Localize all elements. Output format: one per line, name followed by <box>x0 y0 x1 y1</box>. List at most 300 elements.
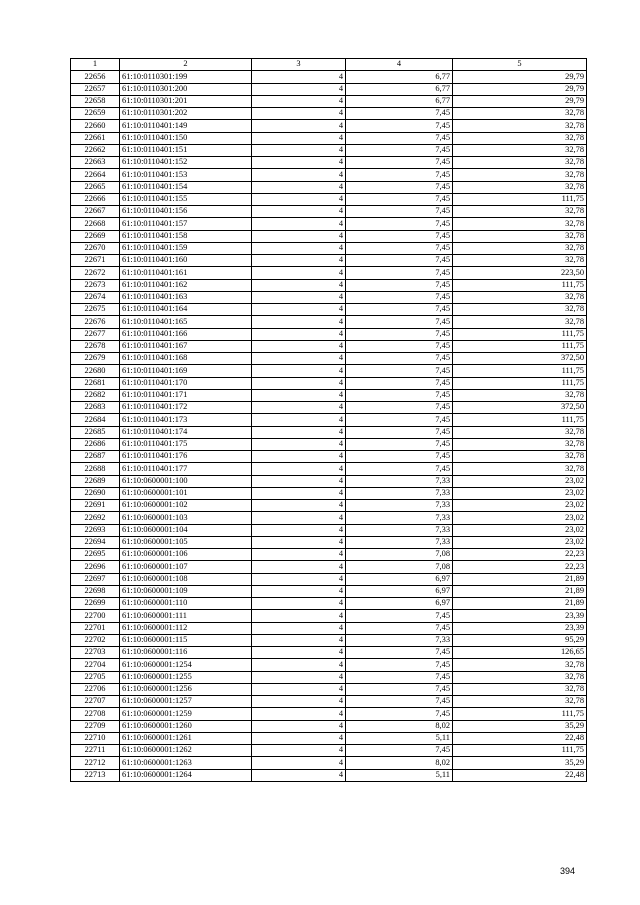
amount-cell: 32,78 <box>453 463 587 475</box>
table-row <box>71 536 587 548</box>
table-row <box>71 720 587 732</box>
cadastral-number-cell: 61:10:0600001:111 <box>120 610 252 622</box>
rate-cell: 7,45 <box>346 671 453 683</box>
amount-cell: 23,02 <box>453 475 587 487</box>
row-number-cell: 22674 <box>71 291 120 303</box>
cadastral-number-cell: 61:10:0110401:175 <box>120 438 252 450</box>
table-row <box>71 463 587 475</box>
rate-cell: 7,45 <box>346 622 453 634</box>
row-number-cell: 22698 <box>71 585 120 597</box>
rate-cell: 5,11 <box>346 732 453 744</box>
table-row <box>71 95 587 107</box>
category-cell: 4 <box>252 573 346 585</box>
row-number-cell: 22706 <box>71 683 120 695</box>
amount-cell: 32,78 <box>453 316 587 328</box>
row-number-cell: 22680 <box>71 365 120 377</box>
row-number-cell: 22667 <box>71 206 120 218</box>
amount-cell: 22,48 <box>453 732 587 744</box>
cadastral-number-cell: 61:10:0600001:110 <box>120 598 252 610</box>
row-number-cell: 22702 <box>71 634 120 646</box>
amount-cell: 32,78 <box>453 438 587 450</box>
category-cell: 4 <box>252 647 346 659</box>
category-cell: 4 <box>252 463 346 475</box>
rate-cell: 8,02 <box>346 757 453 769</box>
rate-cell: 6,97 <box>346 598 453 610</box>
row-number-cell: 22688 <box>71 463 120 475</box>
rate-cell: 7,33 <box>346 536 453 548</box>
row-number-cell: 22657 <box>71 83 120 95</box>
table-row <box>71 340 587 352</box>
category-cell: 4 <box>252 549 346 561</box>
cadastral-number-cell: 61:10:0110401:152 <box>120 157 252 169</box>
table-row <box>71 696 587 708</box>
table-row <box>71 279 587 291</box>
rate-cell: 7,45 <box>346 230 453 242</box>
table-row <box>71 634 587 646</box>
row-number-cell: 22712 <box>71 757 120 769</box>
category-cell: 4 <box>252 414 346 426</box>
category-cell: 4 <box>252 659 346 671</box>
cadastral-number-cell: 61:10:0600001:1259 <box>120 708 252 720</box>
table-row <box>71 500 587 512</box>
cadastral-number-cell: 61:10:0600001:1256 <box>120 683 252 695</box>
category-cell: 4 <box>252 622 346 634</box>
amount-cell: 32,78 <box>453 696 587 708</box>
amount-cell: 29,79 <box>453 95 587 107</box>
amount-cell: 22,23 <box>453 549 587 561</box>
amount-cell: 32,78 <box>453 451 587 463</box>
amount-cell: 23,39 <box>453 610 587 622</box>
cadastral-number-cell: 61:10:0600001:1260 <box>120 720 252 732</box>
table-row <box>71 71 587 83</box>
rate-cell: 7,45 <box>346 610 453 622</box>
category-cell: 4 <box>252 132 346 144</box>
cadastral-number-cell: 61:10:0600001:116 <box>120 647 252 659</box>
cadastral-number-cell: 61:10:0600001:1263 <box>120 757 252 769</box>
rate-cell: 7,45 <box>346 132 453 144</box>
amount-cell: 372,50 <box>453 402 587 414</box>
cadastral-number-cell: 61:10:0110401:158 <box>120 230 252 242</box>
category-cell: 4 <box>252 83 346 95</box>
amount-cell: 32,78 <box>453 120 587 132</box>
cadastral-number-cell: 61:10:0600001:103 <box>120 512 252 524</box>
table-row <box>71 451 587 463</box>
column-header: 5 <box>453 59 587 71</box>
row-number-cell: 22700 <box>71 610 120 622</box>
category-cell: 4 <box>252 732 346 744</box>
table-row <box>71 132 587 144</box>
table-header-row <box>71 59 587 71</box>
rate-cell: 7,33 <box>346 512 453 524</box>
rate-cell: 7,45 <box>346 745 453 757</box>
category-cell: 4 <box>252 242 346 254</box>
row-number-cell: 22682 <box>71 389 120 401</box>
amount-cell: 223,50 <box>453 267 587 279</box>
amount-cell: 32,78 <box>453 304 587 316</box>
row-number-cell: 22713 <box>71 769 120 781</box>
row-number-cell: 22660 <box>71 120 120 132</box>
category-cell: 4 <box>252 328 346 340</box>
column-header: 1 <box>71 59 120 71</box>
row-number-cell: 22659 <box>71 108 120 120</box>
category-cell: 4 <box>252 598 346 610</box>
rate-cell: 7,45 <box>346 426 453 438</box>
amount-cell: 111,75 <box>453 193 587 205</box>
row-number-cell: 22668 <box>71 218 120 230</box>
category-cell: 4 <box>252 696 346 708</box>
cadastral-number-cell: 61:10:0600001:1254 <box>120 659 252 671</box>
row-number-cell: 22709 <box>71 720 120 732</box>
cadastral-number-cell: 61:10:0110301:199 <box>120 71 252 83</box>
category-cell: 4 <box>252 402 346 414</box>
row-number-cell: 22707 <box>71 696 120 708</box>
table-row <box>71 512 587 524</box>
amount-cell: 22,23 <box>453 561 587 573</box>
table-row <box>71 475 587 487</box>
row-number-cell: 22685 <box>71 426 120 438</box>
table-row <box>71 157 587 169</box>
cadastral-number-cell: 61:10:0110301:201 <box>120 95 252 107</box>
table-row <box>71 328 587 340</box>
cadastral-number-cell: 61:10:0110401:157 <box>120 218 252 230</box>
rate-cell: 6,77 <box>346 71 453 83</box>
amount-cell: 32,78 <box>453 181 587 193</box>
rate-cell: 7,08 <box>346 561 453 573</box>
category-cell: 4 <box>252 720 346 732</box>
table-row <box>71 549 587 561</box>
row-number-cell: 22704 <box>71 659 120 671</box>
rate-cell: 7,45 <box>346 144 453 156</box>
rate-cell: 6,77 <box>346 83 453 95</box>
table-row <box>71 573 587 585</box>
row-number-cell: 22658 <box>71 95 120 107</box>
table-row <box>71 108 587 120</box>
amount-cell: 21,89 <box>453 585 587 597</box>
table-row <box>71 622 587 634</box>
rate-cell: 7,45 <box>346 169 453 181</box>
category-cell: 4 <box>252 438 346 450</box>
rate-cell: 7,45 <box>346 708 453 720</box>
cadastral-number-cell: 61:10:0600001:107 <box>120 561 252 573</box>
cadastral-number-cell: 61:10:0110401:155 <box>120 193 252 205</box>
cadastral-number-cell: 61:10:0110401:168 <box>120 353 252 365</box>
category-cell: 4 <box>252 157 346 169</box>
table-row <box>71 732 587 744</box>
amount-cell: 32,78 <box>453 206 587 218</box>
table-row <box>71 769 587 781</box>
rate-cell: 7,45 <box>346 328 453 340</box>
amount-cell: 23,02 <box>453 500 587 512</box>
rate-cell: 8,02 <box>346 720 453 732</box>
table-row <box>71 647 587 659</box>
rate-cell: 7,45 <box>346 193 453 205</box>
row-number-cell: 22684 <box>71 414 120 426</box>
category-cell: 4 <box>252 610 346 622</box>
row-number-cell: 22656 <box>71 71 120 83</box>
row-number-cell: 22678 <box>71 340 120 352</box>
cadastral-number-cell: 61:10:0600001:108 <box>120 573 252 585</box>
row-number-cell: 22673 <box>71 279 120 291</box>
cadastral-number-cell: 61:10:0600001:104 <box>120 524 252 536</box>
amount-cell: 32,78 <box>453 218 587 230</box>
category-cell: 4 <box>252 475 346 487</box>
cadastral-number-cell: 61:10:0600001:109 <box>120 585 252 597</box>
category-cell: 4 <box>252 206 346 218</box>
category-cell: 4 <box>252 524 346 536</box>
amount-cell: 32,78 <box>453 144 587 156</box>
rate-cell: 7,08 <box>346 549 453 561</box>
cadastral-number-cell: 61:10:0110401:173 <box>120 414 252 426</box>
amount-cell: 111,75 <box>453 745 587 757</box>
category-cell: 4 <box>252 108 346 120</box>
rate-cell: 7,33 <box>346 487 453 499</box>
rate-cell: 7,45 <box>346 279 453 291</box>
rate-cell: 7,33 <box>346 524 453 536</box>
cadastral-number-cell: 61:10:0110401:150 <box>120 132 252 144</box>
cadastral-number-cell: 61:10:0110401:149 <box>120 120 252 132</box>
table-row <box>71 304 587 316</box>
rate-cell: 7,45 <box>346 340 453 352</box>
row-number-cell: 22699 <box>71 598 120 610</box>
rate-cell: 7,45 <box>346 120 453 132</box>
cadastral-number-cell: 61:10:0600001:101 <box>120 487 252 499</box>
row-number-cell: 22681 <box>71 377 120 389</box>
row-number-cell: 22711 <box>71 745 120 757</box>
row-number-cell: 22695 <box>71 549 120 561</box>
rate-cell: 6,97 <box>346 585 453 597</box>
table-row <box>71 671 587 683</box>
table-row <box>71 438 587 450</box>
amount-cell: 29,79 <box>453 83 587 95</box>
table-row <box>71 585 587 597</box>
amount-cell: 95,29 <box>453 634 587 646</box>
rate-cell: 7,45 <box>346 304 453 316</box>
rate-cell: 7,45 <box>346 255 453 267</box>
amount-cell: 23,39 <box>453 622 587 634</box>
cadastral-number-cell: 61:10:0110301:200 <box>120 83 252 95</box>
row-number-cell: 22692 <box>71 512 120 524</box>
cadastral-number-cell: 61:10:0600001:1255 <box>120 671 252 683</box>
cadastral-number-cell: 61:10:0110401:154 <box>120 181 252 193</box>
row-number-cell: 22701 <box>71 622 120 634</box>
cadastral-number-cell: 61:10:0110401:166 <box>120 328 252 340</box>
row-number-cell: 22696 <box>71 561 120 573</box>
cadastral-number-cell: 61:10:0600001:100 <box>120 475 252 487</box>
table-row <box>71 255 587 267</box>
table-body <box>71 71 587 782</box>
row-number-cell: 22664 <box>71 169 120 181</box>
category-cell: 4 <box>252 389 346 401</box>
amount-cell: 32,78 <box>453 255 587 267</box>
amount-cell: 21,89 <box>453 573 587 585</box>
amount-cell: 32,78 <box>453 169 587 181</box>
table-row <box>71 267 587 279</box>
row-number-cell: 22693 <box>71 524 120 536</box>
category-cell: 4 <box>252 230 346 242</box>
rate-cell: 7,45 <box>346 291 453 303</box>
table-row <box>71 206 587 218</box>
table-row <box>71 610 587 622</box>
rate-cell: 7,45 <box>346 377 453 389</box>
amount-cell: 111,75 <box>453 377 587 389</box>
category-cell: 4 <box>252 708 346 720</box>
row-number-cell: 22691 <box>71 500 120 512</box>
category-cell: 4 <box>252 683 346 695</box>
amount-cell: 32,78 <box>453 659 587 671</box>
cadastral-number-cell: 61:10:0600001:1257 <box>120 696 252 708</box>
category-cell: 4 <box>252 634 346 646</box>
table-row <box>71 353 587 365</box>
table-row <box>71 414 587 426</box>
table-row <box>71 524 587 536</box>
rate-cell: 7,45 <box>346 108 453 120</box>
row-number-cell: 22686 <box>71 438 120 450</box>
row-number-cell: 22665 <box>71 181 120 193</box>
row-number-cell: 22662 <box>71 144 120 156</box>
row-number-cell: 22683 <box>71 402 120 414</box>
rate-cell: 7,45 <box>346 181 453 193</box>
category-cell: 4 <box>252 353 346 365</box>
cadastral-number-cell: 61:10:0110401:156 <box>120 206 252 218</box>
rate-cell: 7,33 <box>346 500 453 512</box>
cadastral-number-cell: 61:10:0110401:159 <box>120 242 252 254</box>
amount-cell: 372,50 <box>453 353 587 365</box>
row-number-cell: 22670 <box>71 242 120 254</box>
table-row <box>71 389 587 401</box>
table-row <box>71 598 587 610</box>
table-row <box>71 193 587 205</box>
cadastral-number-cell: 61:10:0110401:177 <box>120 463 252 475</box>
amount-cell: 32,78 <box>453 108 587 120</box>
cadastral-number-cell: 61:10:0600001:1264 <box>120 769 252 781</box>
amount-cell: 32,78 <box>453 389 587 401</box>
category-cell: 4 <box>252 316 346 328</box>
amount-cell: 32,78 <box>453 671 587 683</box>
amount-cell: 111,75 <box>453 328 587 340</box>
amount-cell: 22,48 <box>453 769 587 781</box>
rate-cell: 7,45 <box>346 389 453 401</box>
cadastral-number-cell: 61:10:0110401:161 <box>120 267 252 279</box>
table-row <box>71 757 587 769</box>
page-number: 394 <box>560 866 576 876</box>
category-cell: 4 <box>252 279 346 291</box>
category-cell: 4 <box>252 267 346 279</box>
category-cell: 4 <box>252 377 346 389</box>
amount-cell: 23,02 <box>453 536 587 548</box>
data-table <box>70 58 587 782</box>
amount-cell: 23,02 <box>453 512 587 524</box>
category-cell: 4 <box>252 144 346 156</box>
cadastral-number-cell: 61:10:0110401:153 <box>120 169 252 181</box>
category-cell: 4 <box>252 218 346 230</box>
row-number-cell: 22661 <box>71 132 120 144</box>
cadastral-number-cell: 61:10:0110401:171 <box>120 389 252 401</box>
category-cell: 4 <box>252 95 346 107</box>
row-number-cell: 22710 <box>71 732 120 744</box>
amount-cell: 111,75 <box>453 365 587 377</box>
category-cell: 4 <box>252 426 346 438</box>
column-header: 3 <box>252 59 346 71</box>
category-cell: 4 <box>252 451 346 463</box>
row-number-cell: 22675 <box>71 304 120 316</box>
row-number-cell: 22705 <box>71 671 120 683</box>
rate-cell: 7,45 <box>346 696 453 708</box>
table-row <box>71 230 587 242</box>
amount-cell: 21,89 <box>453 598 587 610</box>
cadastral-number-cell: 61:10:0600001:112 <box>120 622 252 634</box>
rate-cell: 7,45 <box>346 438 453 450</box>
amount-cell: 32,78 <box>453 157 587 169</box>
amount-cell: 32,78 <box>453 291 587 303</box>
amount-cell: 32,78 <box>453 132 587 144</box>
rate-cell: 7,45 <box>346 414 453 426</box>
category-cell: 4 <box>252 585 346 597</box>
table-row <box>71 144 587 156</box>
amount-cell: 29,79 <box>453 71 587 83</box>
rate-cell: 7,45 <box>346 242 453 254</box>
category-cell: 4 <box>252 512 346 524</box>
rate-cell: 7,45 <box>346 218 453 230</box>
rate-cell: 6,77 <box>346 95 453 107</box>
column-header: 2 <box>120 59 252 71</box>
rate-cell: 7,45 <box>346 267 453 279</box>
table-row <box>71 745 587 757</box>
cadastral-number-cell: 61:10:0110301:202 <box>120 108 252 120</box>
rate-cell: 7,45 <box>346 206 453 218</box>
category-cell: 4 <box>252 745 346 757</box>
row-number-cell: 22663 <box>71 157 120 169</box>
table-row <box>71 402 587 414</box>
rate-cell: 7,45 <box>346 451 453 463</box>
table-row <box>71 218 587 230</box>
category-cell: 4 <box>252 757 346 769</box>
amount-cell: 35,29 <box>453 720 587 732</box>
amount-cell: 111,75 <box>453 279 587 291</box>
category-cell: 4 <box>252 304 346 316</box>
table-row <box>71 377 587 389</box>
table-row <box>71 708 587 720</box>
category-cell: 4 <box>252 340 346 352</box>
cadastral-number-cell: 61:10:0600001:106 <box>120 549 252 561</box>
rate-cell: 7,33 <box>346 475 453 487</box>
table-row <box>71 659 587 671</box>
cadastral-number-cell: 61:10:0110401:172 <box>120 402 252 414</box>
row-number-cell: 22687 <box>71 451 120 463</box>
cadastral-number-cell: 61:10:0110401:169 <box>120 365 252 377</box>
table-row <box>71 683 587 695</box>
table-row <box>71 181 587 193</box>
amount-cell: 111,75 <box>453 414 587 426</box>
table-row <box>71 426 587 438</box>
cadastral-number-cell: 61:10:0110401:170 <box>120 377 252 389</box>
row-number-cell: 22703 <box>71 647 120 659</box>
category-cell: 4 <box>252 769 346 781</box>
rate-cell: 6,97 <box>346 573 453 585</box>
amount-cell: 32,78 <box>453 683 587 695</box>
row-number-cell: 22697 <box>71 573 120 585</box>
amount-cell: 111,75 <box>453 340 587 352</box>
cadastral-number-cell: 61:10:0110401:163 <box>120 291 252 303</box>
cadastral-number-cell: 61:10:0600001:105 <box>120 536 252 548</box>
category-cell: 4 <box>252 181 346 193</box>
category-cell: 4 <box>252 561 346 573</box>
category-cell: 4 <box>252 120 346 132</box>
table-row <box>71 316 587 328</box>
amount-cell: 126,65 <box>453 647 587 659</box>
category-cell: 4 <box>252 169 346 181</box>
category-cell: 4 <box>252 487 346 499</box>
table-row <box>71 365 587 377</box>
